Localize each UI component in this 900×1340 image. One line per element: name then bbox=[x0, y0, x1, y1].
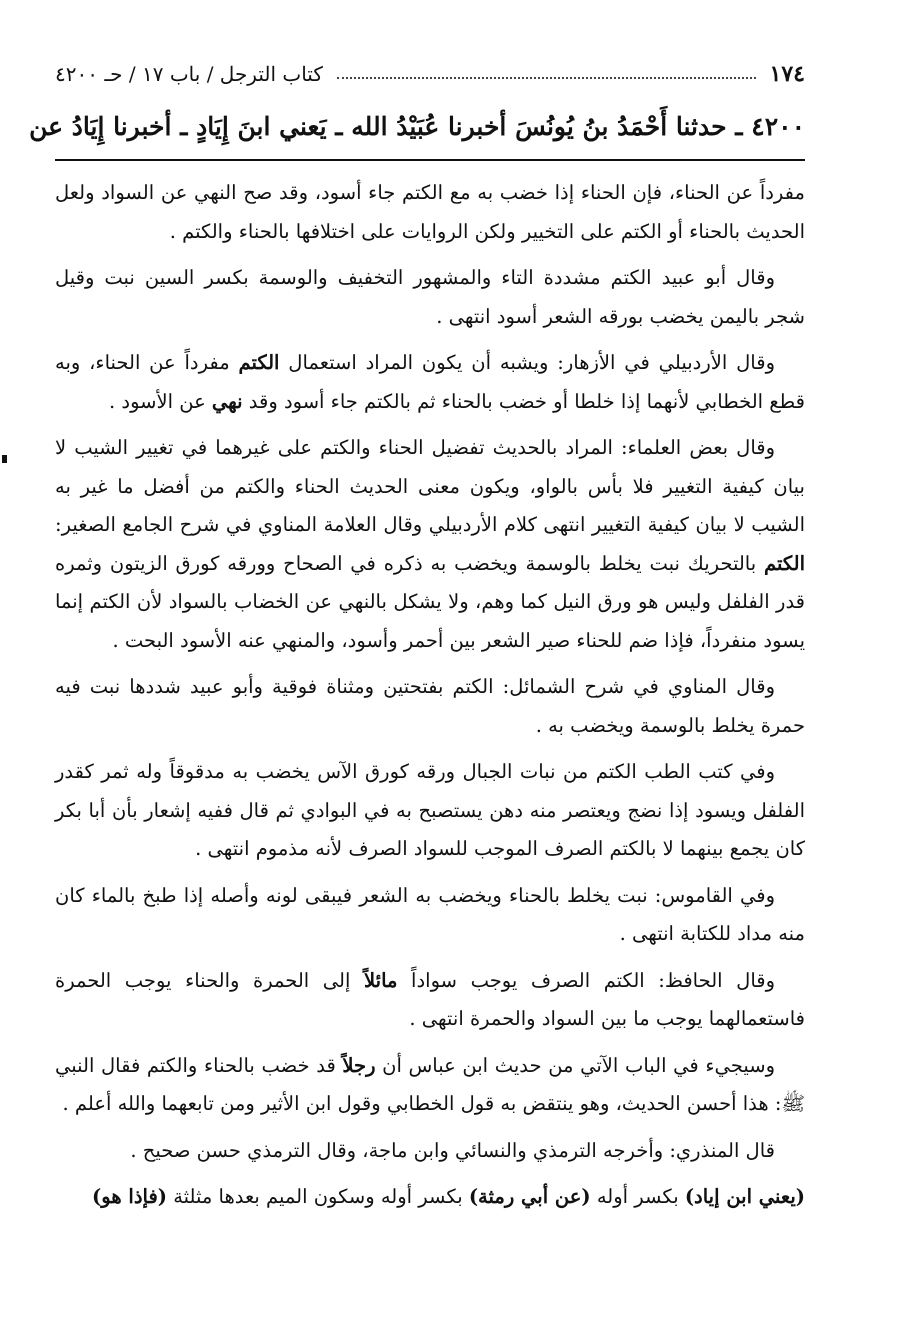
paragraph-9 bbox=[55, 1047, 805, 1124]
margin-mark bbox=[2, 455, 7, 463]
bold-term: مائلاً bbox=[364, 968, 398, 992]
text-run: قال المنذري: وأخرجه الترمذي والنسائي وابن ماجة، وقال الترمذي حسن صحيح . bbox=[130, 1138, 775, 1162]
text-run: وقال بعض العلماء: المراد بالحديث تفضيل الحناء والكتم على غيرهما في تغيير الشيب لا بيان كيفية التغيير فلا بأس بالواو، ويكون معنى الحديث الحناء والكتم من أفضل ما غير به الشيب لا بيان كيفية التغيير انتهى كلام الأردبيلي وقال العلامة المناوي في شرح الجامع الصغير: bbox=[55, 436, 805, 536]
text-run: عن الأسود . bbox=[109, 389, 212, 413]
bold-term: رجلاً bbox=[342, 1053, 376, 1077]
bold-term: الكتم bbox=[764, 551, 805, 575]
page-number: ١٧٤ bbox=[769, 61, 805, 87]
bold-term: (عن أبي رمثة) bbox=[468, 1185, 591, 1208]
text-run: وسيجيء في الباب الآتي من حديث ابن عباس أن bbox=[375, 1053, 775, 1077]
paragraph-6 bbox=[55, 753, 805, 869]
hadith-heading: ٤٢٠٠ ـ حدثنا أَحْمَدُ بنُ يُونُسَ أخبرنا عُبَيْدُ الله ـ يَعني ابنَ إِيَادٍ ـ أخبرنا إِيَادُ عن bbox=[29, 112, 805, 141]
text-run: بالتحريك نبت يخلط بالوسمة ويخضب به ذكره في الصحاح وورقه كورق الزيتون وثمره قدر الفلفل وليس هو ورق النيل كما وهم، ولا يشكل بالنهي عن الخضاب بالسواد لأن الكتم إنما يسود منفرداً، فإذا ضم للحناء صير الشعر بين أحمر وأسود، والمنهي عنه الأسود البحت . bbox=[55, 551, 805, 652]
text-run: مفرداً عن الحناء، وبه قطع الخطابي لأنهما إذا خلطا أو خضب بالحناء ثم بالكتم جاء أسود وقد bbox=[55, 351, 805, 413]
bold-term: (فإذا هو) bbox=[92, 1185, 168, 1208]
commentary-body bbox=[55, 174, 805, 1225]
text-run: وفي كتب الطب الكتم من نبات الجبال ورقه كورق الآس يخضب به مدقوقاً وله ثمر كقدر الفلفل ويسود إذا نضج ويعتصر منه دهن يستصبح به في البوادي ثم قال ففيه إشعار بأن أبا بكر كان يجمع بينهما لا بالكتم الصرف الموجب للسواد الصرف لأنه مذموم انتهى . bbox=[55, 760, 805, 860]
bold-term: الكتم bbox=[238, 351, 280, 374]
header-dot-leader bbox=[337, 77, 756, 79]
paragraph-4 bbox=[55, 429, 805, 660]
text-run: قد خضب بالحناء والكتم فقال النبي ﷺ: هذا أحسن الحديث، وهو ينتقض به قول الخطابي وقول ابن الأثير ومن تابعهما والله أعلم . bbox=[55, 1053, 805, 1115]
text-run: وقال المناوي في شرح الشمائل: الكتم بفتحتين ومثناة فوقية وأبو عبيد شددها نبت فيه حمرة يخلط بالوسمة ويخضب به . bbox=[55, 675, 805, 737]
text-run: بكسر أوله وسكون الميم بعدها مثلثة bbox=[167, 1185, 469, 1208]
text-run: وفي القاموس: نبت يخلط بالحناء ويخضب به الشعر فيبقى لونه وأصله إذا طبخ بالماء كان منه مداد للكتابة انتهى . bbox=[55, 883, 805, 945]
text-run: مفرداً عن الحناء، فإن الحناء إذا خضب به مع الكتم جاء أسود، وقد صح النهي عن السواد ولعل الحديث بالحناء أو الكتم على التخيير ولكن الروايات على اختلافها بالحناء والكتم . bbox=[55, 181, 805, 243]
text-run: وقال الأردبيلي في الأزهار: ويشبه أن يكون المراد استعمال bbox=[279, 351, 775, 374]
text-run: وقال أبو عبيد الكتم مشددة التاء والمشهور التخفيف والوسمة بكسر السين نبت وقيل شجر باليمن يخضب بورقه الشعر أسود انتهى . bbox=[55, 266, 805, 328]
bold-term: نهي bbox=[211, 389, 243, 413]
paragraph-1 bbox=[55, 174, 805, 251]
text-run: إلى الحمرة والحناء يوجب الحمرة فاستعمالهما يوجب ما بين السواد والحمرة انتهى . bbox=[55, 968, 805, 1030]
paragraph-8 bbox=[55, 962, 805, 1039]
bold-term: (يعني ابن إياد) bbox=[684, 1185, 805, 1208]
paragraph-5 bbox=[55, 668, 805, 745]
running-header bbox=[55, 58, 805, 90]
paragraph-7 bbox=[55, 877, 805, 954]
paragraph-11 bbox=[55, 1178, 805, 1217]
running-title: كتاب الترجل / باب ١٧ / حـ ٤٢٠٠ bbox=[55, 62, 323, 86]
header-rule bbox=[55, 159, 805, 161]
paragraph-10 bbox=[55, 1132, 805, 1171]
text-run: وقال الحافظ: الكتم الصرف يوجب سواداً bbox=[397, 968, 775, 992]
text-run: بكسر أوله bbox=[590, 1185, 685, 1208]
paragraph-3 bbox=[55, 344, 805, 421]
paragraph-2 bbox=[55, 259, 805, 336]
